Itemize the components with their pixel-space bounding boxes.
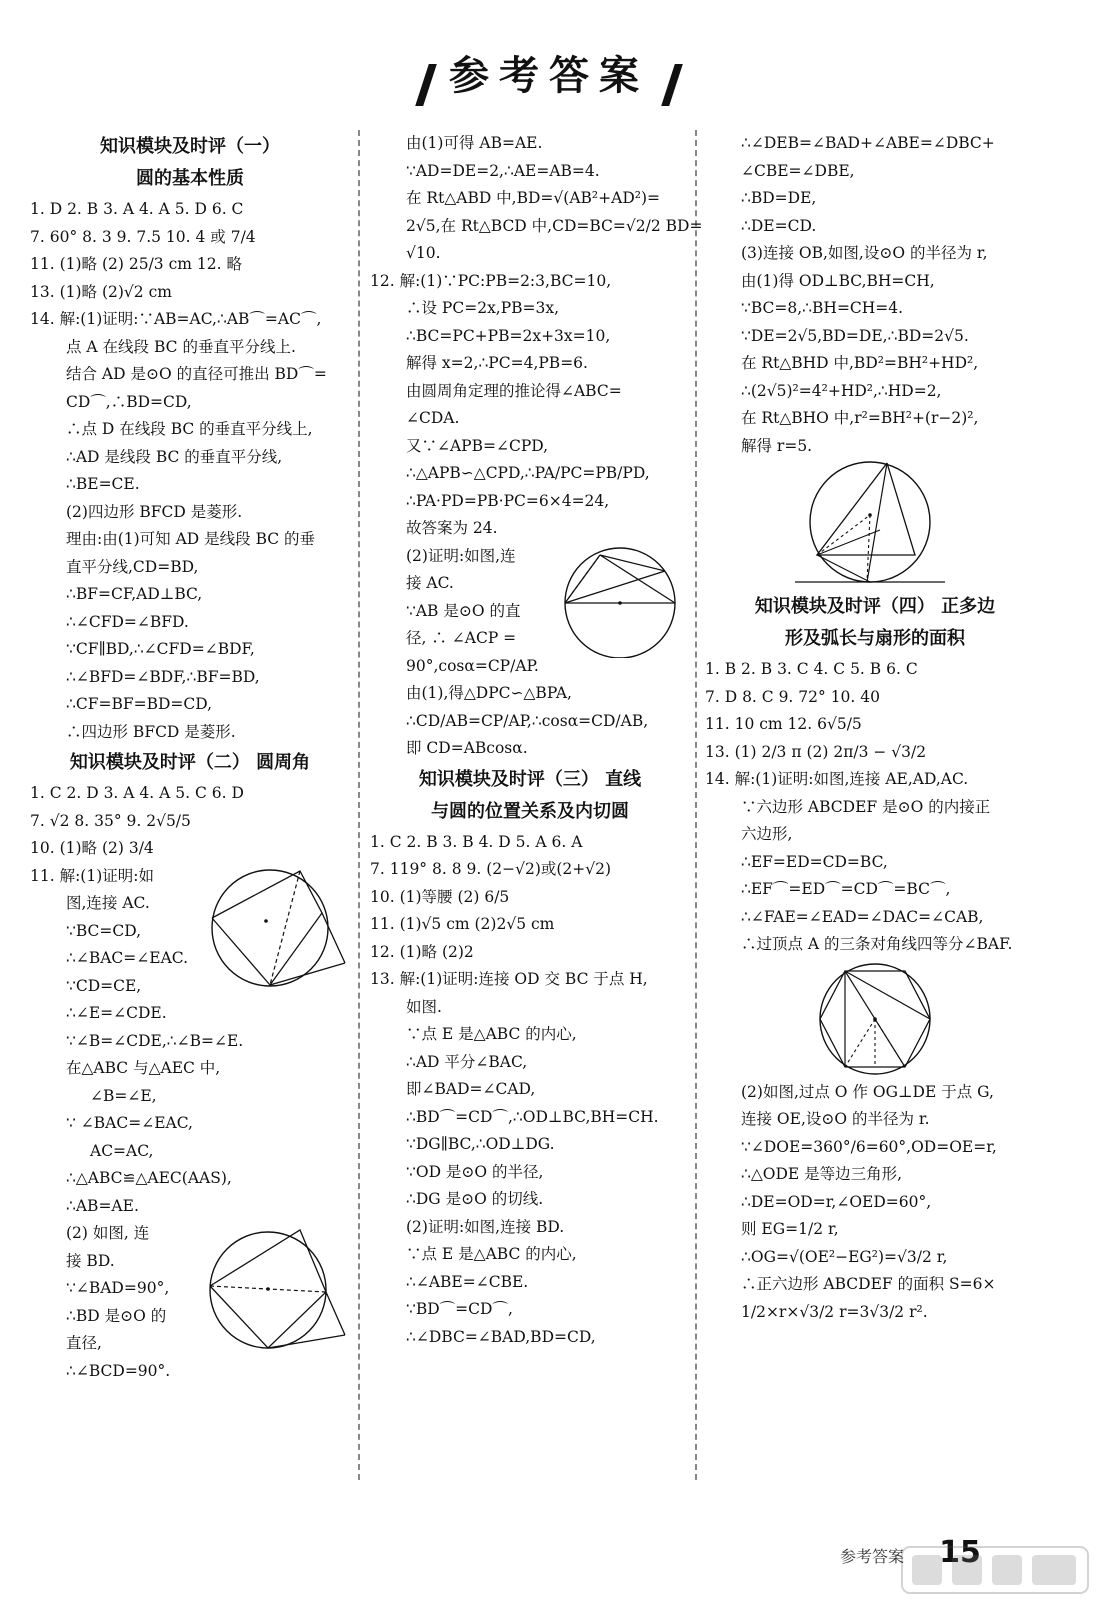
answer-line: ∴正六边形 ABCDEF 的面积 S=6× <box>741 1275 996 1293</box>
answer-line: ∴∠BCD=90°. <box>66 1361 171 1380</box>
section-title: 知识模块及时评（四） 正多边 <box>754 596 996 617</box>
answer-line: 则 EG=1/2 r, <box>741 1220 839 1238</box>
answer-line: ∵DG∥BC,∴OD⊥DG. <box>406 1135 555 1153</box>
answer-line: ∠B=∠E, <box>90 1086 157 1105</box>
answer-line: 13. (1)略 (2)√2 cm <box>30 282 172 301</box>
header-slash-left <box>415 64 437 106</box>
answer-line: 图,连接 AC. <box>66 894 150 912</box>
answer-line: ∴过顶点 A 的三条对角线四等分∠BAF. <box>741 935 1013 953</box>
hexagon-figure <box>800 959 950 1079</box>
answer-line: ∵BC=CD, <box>66 921 142 940</box>
answer-line: 13. 解:(1)证明:连接 OD 交 BC 于点 H, <box>370 970 648 988</box>
answer-line: ∴∠DEB=∠BAD+∠ABE=∠DBC+ <box>741 134 995 152</box>
section-title: 知识模块及时评（三） 直线 <box>418 768 642 790</box>
answer-line: CD⌒,∴BD=CD, <box>66 392 192 411</box>
answer-line: ∴AD 平分∠BAC, <box>406 1052 528 1071</box>
answer-line: 连接 OE,设⊙O 的半径为 r. <box>741 1110 930 1128</box>
answer-line: ∴(2√5)²=4²+HD²,∴HD=2, <box>741 381 942 400</box>
answer-line: 14. 解:(1)证明:∵AB=AC,∴AB⌒=AC⌒, <box>30 310 322 328</box>
answer-line: (2)四边形 BFCD 是菱形. <box>66 502 243 521</box>
answer-line: 7. 60° 8. 3 9. 7.5 10. 4 或 7/4 <box>30 227 256 246</box>
answer-line: ∴BE=CE. <box>66 475 140 493</box>
answer-line: ∴BF=CF,AD⊥BC, <box>66 585 203 603</box>
answer-line: ∵点 E 是△ABC 的内心, <box>406 1245 577 1263</box>
answer-line: 10. (1)略 (2) 3/4 <box>30 839 154 857</box>
answer-line: ∵DE=2√5,BD=DE,∴BD=2√5. <box>741 326 969 345</box>
answer-line: ∵∠BAD=90°, <box>66 1279 170 1297</box>
answer-line: 六边形, <box>741 825 793 843</box>
answer-line: 在△ABC 与△AEC 中, <box>66 1059 221 1077</box>
answer-line: 在 Rt△BHO 中,r²=BH²+(r−2)², <box>741 409 979 427</box>
answer-line: 故答案为 24. <box>406 519 498 537</box>
section-subtitle: 圆的基本性质 <box>136 168 244 189</box>
answer-line: ∴EF⌒=ED⌒=CD⌒=BC⌒, <box>741 880 951 898</box>
answer-line: ∴DG 是⊙O 的切线. <box>406 1190 544 1208</box>
answer-line: 由(1),得△DPC∽△BPA, <box>406 684 572 702</box>
answer-line: 7. 119° 8. 8 9. (2−√2)或(2+√2) <box>370 860 612 878</box>
answer-line: 11. 解:(1)证明:如 <box>30 866 154 885</box>
answer-line: ∴四边形 BFCD 是菱形. <box>66 722 236 741</box>
answer-line: ∵AD=DE=2,∴AE=AB=4. <box>406 161 600 180</box>
page-header <box>0 38 1098 98</box>
footer-label: 参考答案 <box>840 1547 905 1566</box>
answer-line: ∴∠DBC=∠BAD,BD=CD, <box>406 1327 596 1346</box>
answer-line: 直径, <box>66 1334 102 1352</box>
answer-line: ∵∠B=∠CDE,∴∠B=∠E. <box>66 1031 244 1050</box>
circle-figure-1 <box>200 863 360 993</box>
answer-line: 接 AC. <box>406 574 454 592</box>
answer-line: 13. (1) 2/3 π (2) 2π/3 − √3/2 <box>705 742 927 761</box>
answer-line: ∴EF=ED=CD=BC, <box>741 852 888 871</box>
column-divider-2 <box>695 130 697 1480</box>
answer-line: 点 A 在线段 BC 的垂直平分线上. <box>66 337 296 356</box>
answer-line: ∴∠CFD=∠BFD. <box>66 612 189 631</box>
watermark-logo <box>900 1545 1090 1595</box>
answer-line: 即 CD=ABcosα. <box>406 739 528 757</box>
header-slash-right <box>661 64 683 106</box>
answer-line: ∴△ABC≌△AEC(AAS), <box>66 1169 232 1187</box>
answer-line: (2)证明:如图,连接 BD. <box>406 1217 565 1236</box>
answer-line: 1. B 2. B 3. C 4. C 5. B 6. C <box>705 660 918 678</box>
answer-line: ∴DE=OD=r,∠OED=60°, <box>741 1192 932 1211</box>
answer-line: ∠CBE=∠DBE, <box>741 161 855 180</box>
column-3 <box>705 130 1045 1326</box>
answer-line: ∴∠ABE=∠CBE. <box>406 1272 529 1291</box>
answer-line: 由(1)得 OD⊥BC,BH=CH, <box>741 271 935 290</box>
answer-line: ∵六边形 ABCDEF 是⊙O 的内接正 <box>741 797 991 816</box>
answer-line: 由(1)可得 AB=AE. <box>406 134 543 152</box>
answer-line: 2√5,在 Rt△BCD 中,CD=BC=√2/2 BD= <box>406 216 703 235</box>
circle-figure-3 <box>550 543 690 658</box>
answer-line: ∵AB 是⊙O 的直 <box>406 601 521 620</box>
answer-line: ∴∠BAC=∠EAC. <box>66 949 189 967</box>
answer-line: ∴∠E=∠CDE. <box>66 1004 167 1022</box>
answer-line: ∴设 PC=2x,PB=3x, <box>406 299 560 317</box>
answer-line: ∴AD 是线段 BC 的垂直平分线, <box>66 447 283 466</box>
circle-figure-4 <box>795 460 945 590</box>
answer-line: ∵CD=CE, <box>66 976 142 995</box>
answer-line: ∵点 E 是△ABC 的内心, <box>406 1025 577 1043</box>
answer-line: (2)如图,过点 O 作 OG⊥DE 于点 G, <box>741 1082 994 1101</box>
answer-line: (3)连接 OB,如图,设⊙O 的半径为 r, <box>741 244 988 262</box>
column-1 <box>30 130 350 1385</box>
answer-line: 解得 x=2,∴PC=4,PB=6. <box>406 354 588 372</box>
answer-line: 1. C 2. D 3. A 4. A 5. C 6. D <box>30 784 244 802</box>
answer-line: 结合 AD 是⊙O 的直径可推出 BD⌒= <box>66 365 327 383</box>
answer-line: 11. (1)略 (2) 25/3 cm 12. 略 <box>30 255 242 273</box>
answer-line: ∴OG=√(OE²−EG²)=√3/2 r, <box>741 1247 948 1266</box>
answer-line: 1/2×r×√3/2 r=3√3/2 r². <box>741 1302 928 1321</box>
answer-line: 接 BD. <box>66 1251 115 1270</box>
answer-line: 7. D 8. C 9. 72° 10. 40 <box>705 687 880 706</box>
answer-line: ∴△APB∽△CPD,∴PA/PC=PB/PD, <box>406 464 650 482</box>
answer-line: √10. <box>406 244 441 262</box>
answer-line: 如图. <box>406 997 442 1016</box>
circle-figure-2 <box>200 1220 360 1360</box>
answer-line: (2)证明:如图,连 <box>406 546 516 565</box>
answer-line: ∴△ODE 是等边三角形, <box>741 1165 903 1183</box>
answer-line: 解得 r=5. <box>741 436 813 455</box>
answer-line: 在 Rt△ABD 中,BD=√(AB²+AD²)= <box>406 189 660 207</box>
answer-line: ∴BD=DE, <box>741 189 817 207</box>
answer-line: 又∵∠APB=∠CPD, <box>406 436 549 455</box>
answer-line: ∴∠FAE=∠EAD=∠DAC=∠CAB, <box>741 907 984 926</box>
answer-line: 理由:由(1)可知 AD 是线段 BC 的垂 <box>66 530 316 548</box>
answer-line: ∴BD⌒=CD⌒,∴OD⊥BC,BH=CH. <box>406 1107 659 1126</box>
answer-line: 在 Rt△BHD 中,BD²=BH²+HD², <box>741 354 979 372</box>
answer-line: 12. (1)略 (2)2 <box>370 942 474 961</box>
section-subtitle: 形及弧长与扇形的面积 <box>785 628 965 649</box>
answer-line: ∴CF=BF=BD=CD, <box>66 695 213 713</box>
answer-line: 即∠BAD=∠CAD, <box>406 1080 536 1098</box>
answer-line: 12. 解:(1)∵PC:PB=2:3,BC=10, <box>370 271 612 290</box>
answer-line: 11. 10 cm 12. 6√5/5 <box>705 715 862 733</box>
answer-line: ∵CF∥BD,∴∠CFD=∠BDF, <box>66 640 255 658</box>
page-number: 15 <box>939 1535 981 1570</box>
answer-line: ∴CD/AB=CP/AP,∴cosα=CD/AB, <box>406 711 649 730</box>
answer-line: 7. √2 8. 35° 9. 2√5/5 <box>30 811 191 830</box>
answer-line: (2) 如图, 连 <box>66 1224 150 1242</box>
section-title: 知识模块及时评（一） <box>100 136 280 157</box>
answer-line: 1. D 2. B 3. A 4. A 5. D 6. C <box>30 200 244 218</box>
answer-line: 1. C 2. B 3. B 4. D 5. A 6. A <box>370 832 583 851</box>
answer-line: ∴点 D 在线段 BC 的垂直平分线上, <box>66 420 313 438</box>
answer-line: ∴BD 是⊙O 的 <box>66 1306 167 1325</box>
answer-line: 由圆周角定理的推论得∠ABC= <box>406 381 622 400</box>
answer-line: ∴DE=CD. <box>741 216 817 235</box>
answer-line: ∵∠DOE=360°/6=60°,OD=OE=r, <box>741 1137 997 1156</box>
answer-line: ∴BC=PC+PB=2x+3x=10, <box>406 326 611 345</box>
answer-line: ∵BD⌒=CD⌒, <box>406 1300 513 1318</box>
answer-line: ∴AB=AE. <box>66 1196 139 1215</box>
answer-line: 11. (1)√5 cm (2)2√5 cm <box>370 915 555 933</box>
answer-line: ∵OD 是⊙O 的半径, <box>406 1162 544 1181</box>
answer-line: ∴PA·PD=PB·PC=6×4=24, <box>406 491 610 510</box>
column-2 <box>370 130 703 1351</box>
answer-line: AC=AC, <box>90 1141 154 1160</box>
answer-line: 14. 解:(1)证明:如图,连接 AE,AD,AC. <box>705 770 969 788</box>
section-subtitle: 与圆的位置关系及内切圆 <box>431 800 629 822</box>
answer-line: ∵ ∠BAC=∠EAC, <box>66 1114 193 1132</box>
answer-line: 直平分线,CD=BD, <box>66 557 199 576</box>
page-title: 参考答案 <box>449 53 649 99</box>
answer-line: 径, ∴ ∠ACP = <box>406 629 517 647</box>
answer-line: ∴∠BFD=∠BDF,∴BF=BD, <box>66 667 260 686</box>
answer-line: 90°,cosα=CP/AP. <box>406 656 539 675</box>
answer-line: ∠CDA. <box>406 409 460 427</box>
answer-line: 10. (1)等腰 (2) 6/5 <box>370 887 510 906</box>
section-title: 知识模块及时评（二） 圆周角 <box>69 752 311 773</box>
answer-line: ∵BC=8,∴BH=CH=4. <box>741 299 904 317</box>
